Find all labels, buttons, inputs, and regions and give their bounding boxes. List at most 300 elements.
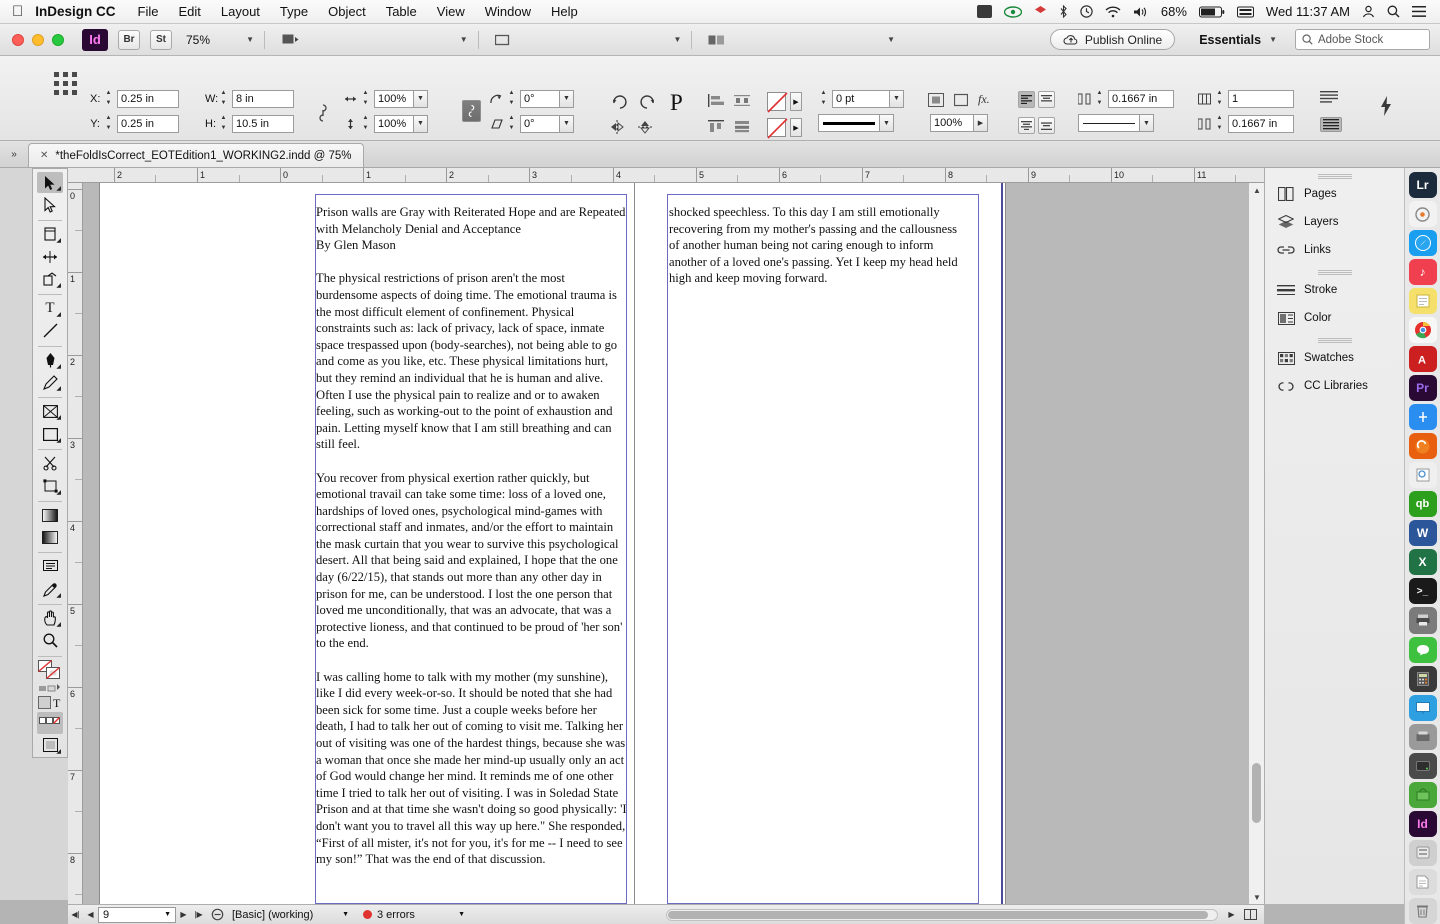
rotate-counterclockwise-icon[interactable]: [639, 94, 655, 109]
paragraph-formatting-indicator[interactable]: P: [670, 90, 683, 115]
dock-app-notes[interactable]: [1409, 288, 1437, 314]
dock-app-premiere[interactable]: Pr: [1409, 375, 1437, 401]
dock-item-layers[interactable]: [1265, 208, 1404, 236]
chevron-down-icon: ▼: [342, 911, 349, 918]
ruler-label: 3: [70, 440, 76, 450]
ruler-label: 4: [70, 523, 76, 533]
last-page-icon[interactable]: |▶: [194, 910, 203, 919]
menu-table[interactable]: Table: [374, 4, 406, 19]
previous-page-icon[interactable]: ◀: [87, 910, 94, 919]
scale-y-value[interactable]: 100%: [374, 115, 414, 133]
dock-item-label: Stroke: [1304, 284, 1338, 296]
width-field[interactable]: [205, 89, 294, 108]
tool-expand-icon: ◢: [56, 282, 61, 289]
x-position-field[interactable]: [90, 89, 179, 108]
dock-app-lightroom[interactable]: Lr: [1409, 172, 1437, 198]
dock-item-pages[interactable]: [1265, 180, 1404, 208]
dock-app-acrobat[interactable]: [1409, 346, 1437, 372]
dock-app-printer[interactable]: [1409, 607, 1437, 633]
dropbox-icon[interactable]: [1028, 5, 1053, 18]
cc-libraries-icon: [1277, 378, 1295, 394]
selection-tool[interactable]: [37, 172, 63, 193]
scissors-tool[interactable]: [37, 453, 63, 474]
keyboard-icon[interactable]: [1231, 6, 1260, 18]
gutter-icon: [1198, 118, 1211, 130]
text-align-group[interactable]: [1018, 91, 1055, 108]
vertical-align-icon[interactable]: [1038, 91, 1055, 108]
tool-expand-icon: ◢: [56, 238, 61, 245]
ruler-label: 1: [200, 170, 206, 180]
divider: [264, 31, 265, 49]
align-left-objects-icon[interactable]: [708, 94, 724, 107]
columns-value[interactable]: 1: [1228, 90, 1294, 108]
article-paragraph: The physical restrictions of prison aren't the most burdensome aspects of doing time. The emotional trauma is the most difficult element of confinement. Physical constraints such as: lack of privacy, lack of space, inmate space trespassed upon (body-searches), not being able to go and come as you like, etc. These physical limitations hurt, but they remind an individual that he is human and alive. Often I use the physical pain to realize and or to awaken feeling, such as working-out to the point of exhaustion and pain. Letting myself know that I am still breathing and can still feel.: [316, 271, 618, 452]
dock-app-indesign[interactable]: Id: [1409, 811, 1437, 837]
publish-online-button[interactable]: [1050, 29, 1175, 50]
dock-app-photos[interactable]: [1409, 201, 1437, 227]
align-bottom-icon[interactable]: [1038, 117, 1055, 134]
article-headline: Prison walls are Gray with Reiterated Hope and are Repeated with Melancholy Denial and Acceptance By Glen Mason: [316, 205, 626, 253]
ruler-label: 6: [782, 170, 788, 180]
note-tool[interactable]: [37, 556, 63, 577]
gutter-value-2[interactable]: 0.1667 in: [1228, 115, 1294, 133]
divider: [478, 31, 479, 49]
chevron-down-icon[interactable]: ▼: [880, 114, 894, 132]
y-value[interactable]: 0.25 in: [117, 115, 179, 133]
stroke-style-select[interactable]: [818, 114, 894, 132]
gutter-stepper-2[interactable]: ▲ ▼: [1216, 115, 1223, 131]
search-icon[interactable]: [1381, 5, 1406, 18]
ruler-label: 5: [699, 170, 705, 180]
constrain-scale-button[interactable]: [462, 100, 481, 122]
bridge-button[interactable]: Br: [118, 30, 140, 50]
rotate-clockwise-icon[interactable]: [612, 94, 628, 109]
columns-field[interactable]: [1198, 89, 1294, 108]
dock-app-excel[interactable]: X: [1409, 549, 1437, 575]
w-label: W:: [205, 92, 219, 105]
frame-icon[interactable]: [954, 93, 968, 107]
height-field[interactable]: [205, 114, 294, 133]
chevron-down-icon[interactable]: ▼: [1140, 114, 1154, 132]
fill-swatch-dropdown[interactable]: ▶: [790, 92, 802, 111]
h-value[interactable]: 10.5 in: [232, 115, 294, 133]
maximize-window-button[interactable]: [52, 34, 64, 46]
chevron-down-icon[interactable]: ▼: [673, 35, 682, 44]
x-label: X:: [90, 92, 101, 105]
page-number-value: 9: [103, 908, 110, 921]
shear-field[interactable]: [490, 114, 574, 133]
publish-online-label: Publish Online: [1084, 32, 1163, 47]
dock-app-shop[interactable]: [1409, 782, 1437, 808]
link-proportions-icon[interactable]: [316, 103, 330, 123]
scroll-down-icon[interactable]: ▼: [1253, 892, 1261, 902]
ruler-label: 10: [1114, 170, 1125, 180]
ruler-label: 7: [865, 170, 871, 180]
dock-item-label: Links: [1304, 244, 1331, 256]
formatting-affects-text-icon[interactable]: [37, 695, 63, 711]
ruler-label: 0: [283, 170, 289, 180]
panel-dock: [1264, 168, 1404, 904]
dock-item-label: Pages: [1304, 188, 1337, 200]
frame-fitting-icon[interactable]: [928, 93, 944, 107]
align-top-objects-icon[interactable]: [708, 120, 724, 133]
bluetooth-icon[interactable]: [1053, 5, 1074, 18]
flip-horizontal-icon[interactable]: [610, 120, 624, 134]
eye-icon[interactable]: [998, 6, 1028, 18]
notification-center-icon[interactable]: [1406, 6, 1432, 17]
document-tab-bar: [0, 141, 1440, 168]
apply-none-icon[interactable]: [37, 712, 63, 733]
dock-app-calculator[interactable]: [1409, 666, 1437, 692]
flip-vertical-icon[interactable]: [638, 120, 652, 134]
error-status[interactable]: [359, 907, 469, 923]
ruler-label: 1: [70, 274, 76, 284]
article-paragraph: I was calling home to talk with my mother (my sunshine), like I did every week-or-so. It should be noted that she had been sick for some time. Just a couple weeks before her death, I had to talk her out of coming to visit me. Talking her out of visiting was one of the hardest things, because she was a woman that once she made her mind-up usually only an act of God would change her mind. It reminds me of one other time I tried to talk her out of visiting. I was in Soledad State Prison and at that time she wasn't doing so good physically: 'I don't want you to travel all this way up here." She responded, “First of all mister, it's not for you, it's for me -- I need to see my son!” That was the end of that discussion.: [316, 669, 627, 867]
dock-app-word[interactable]: W: [1409, 520, 1437, 546]
application-bar: [0, 24, 1440, 56]
horizontal-ruler[interactable]: [68, 168, 1264, 183]
page-tool[interactable]: [37, 224, 63, 245]
clock-time[interactable]: Wed 11:37 AM: [1265, 4, 1350, 19]
scale-x-value[interactable]: 100%: [374, 90, 414, 108]
divider: [691, 31, 692, 49]
scale-y-field[interactable]: [344, 114, 428, 133]
pen-tool[interactable]: [37, 349, 63, 370]
stock-button[interactable]: St: [150, 30, 172, 50]
w-stepper[interactable]: ▲ ▼: [220, 90, 227, 106]
rotation-field[interactable]: [490, 89, 574, 108]
gutter-field-1[interactable]: [1078, 89, 1174, 108]
ruler-label: 5: [70, 606, 76, 616]
dock-group-divider-2[interactable]: [1265, 332, 1404, 344]
scroll-right-icon[interactable]: ▶: [1228, 910, 1235, 919]
document-tab-title: *theFoldIsCorrect_EOTEdition1_WORKING2.indd @ 75%: [55, 149, 352, 162]
chevron-down-icon[interactable]: ▼: [560, 90, 574, 108]
dock-app-safari[interactable]: [1409, 230, 1437, 256]
dock-app-keynote[interactable]: [1409, 695, 1437, 721]
dock-item-label: Swatches: [1304, 352, 1354, 364]
window-controls[interactable]: [0, 34, 64, 46]
wifi-icon[interactable]: [1099, 6, 1127, 18]
timemachine-icon[interactable]: [1074, 5, 1099, 18]
horizontal-scroll-thumb[interactable]: [668, 911, 1208, 919]
apple-icon[interactable]: [0, 3, 35, 20]
stroke-weight-stepper[interactable]: ▲ ▼: [820, 90, 827, 106]
dock-item-stroke[interactable]: [1265, 276, 1404, 304]
gradient-swatch-tool[interactable]: [37, 504, 63, 525]
error-dot-icon: [363, 910, 372, 919]
screen-mode-icon[interactable]: [275, 30, 305, 50]
effects-icon[interactable]: fx.: [978, 92, 990, 106]
ruler-label: 4: [616, 170, 622, 180]
dock-app-quickbooks[interactable]: qb: [1409, 491, 1437, 517]
rotation-icon: [490, 93, 503, 105]
menu-window[interactable]: Window: [473, 4, 520, 19]
document-tab[interactable]: [28, 143, 364, 167]
ruler-label: 2: [449, 170, 455, 180]
minimize-window-button[interactable]: [32, 34, 44, 46]
fill-stroke-proxy[interactable]: [37, 659, 63, 680]
layers-icon: [1277, 214, 1295, 230]
status-bar: [68, 904, 1264, 924]
macos-dock: [1404, 168, 1440, 924]
dock-item-color[interactable]: [1265, 304, 1404, 332]
h-label: H:: [205, 117, 216, 130]
view-options-icon[interactable]: [489, 30, 519, 50]
canvas-horizontal-scrollbar[interactable]: [666, 909, 1218, 921]
stroke-dash-style[interactable]: [1078, 114, 1140, 132]
dock-app-utility[interactable]: [1409, 840, 1437, 866]
columns-stepper[interactable]: ▲ ▼: [1216, 90, 1223, 106]
chevron-down-icon[interactable]: ▼: [560, 115, 574, 133]
free-transform-tool[interactable]: [37, 475, 63, 496]
ruler-label: 2: [117, 170, 123, 180]
chevron-down-icon: ▼: [1269, 35, 1277, 44]
dock-app-documents[interactable]: [1409, 869, 1437, 895]
zoom-level-select[interactable]: [186, 30, 254, 50]
stroke-none-swatch[interactable]: [767, 118, 786, 137]
stock-search-placeholder: Adobe Stock: [1317, 33, 1384, 46]
menu-object[interactable]: Object: [316, 4, 355, 19]
align-center-icon[interactable]: [1018, 117, 1035, 134]
tool-expand-icon: ◢: [56, 592, 61, 599]
columns-icon: [1198, 93, 1211, 105]
battery-icon[interactable]: [1193, 6, 1231, 18]
stroke-weight-field[interactable]: [818, 89, 904, 108]
x-stepper[interactable]: ▲ ▼: [105, 90, 112, 106]
scale-x-icon: [344, 93, 357, 105]
distribute-spacing-icon[interactable]: [734, 120, 750, 133]
pages-icon: [1277, 186, 1295, 202]
shear-icon: [490, 118, 503, 130]
menubar-app-name: InDesign CC: [24, 4, 105, 19]
screenshot-icon[interactable]: [971, 5, 998, 18]
ruler-label: 2: [70, 357, 76, 367]
hand-tool[interactable]: [37, 608, 63, 629]
ruler-label: 7: [70, 772, 76, 782]
swap-fill-stroke-icon[interactable]: [37, 682, 63, 694]
vertical-scroll-thumb[interactable]: [1252, 763, 1261, 823]
close-window-button[interactable]: [12, 34, 24, 46]
macos-menubar: [0, 0, 1440, 24]
color-icon: [1277, 310, 1295, 326]
chevron-down-icon[interactable]: ▼: [459, 35, 468, 44]
dock-item-label: Color: [1304, 312, 1332, 324]
object-effects-group[interactable]: [928, 92, 990, 107]
h-stepper[interactable]: ▲ ▼: [220, 115, 227, 131]
article-column-right[interactable]: [669, 204, 969, 304]
preflight-profile-select[interactable]: [228, 907, 353, 923]
line-tool[interactable]: [37, 320, 63, 341]
tool-panel-grip[interactable]: [32, 155, 68, 168]
document-canvas[interactable]: [83, 183, 1264, 904]
menu-edit[interactable]: Edit: [167, 4, 190, 19]
tool-expand-icon: ◢: [56, 622, 61, 629]
fill-none-swatch[interactable]: [767, 92, 786, 111]
spine-guide: [1001, 183, 1003, 904]
screen-mode-tool-icon[interactable]: [37, 735, 63, 756]
article-paragraph: shocked speechless. To this day I am still emotionally recovering from my mother's passing and the callousness of another human being not caring enough to inform another of a loved one's passing. Yet I keep my head held high and keep moving forward.: [669, 205, 958, 286]
preflight-profile-value: [Basic] (working): [232, 908, 314, 921]
gutter-field-2[interactable]: [1198, 114, 1294, 133]
workspace-label: Essentials: [1199, 32, 1262, 47]
indesign-window: [0, 24, 1440, 921]
dock-app-messages[interactable]: [1409, 637, 1437, 663]
rectangle-tool[interactable]: [37, 423, 63, 444]
quick-apply-icon[interactable]: [1380, 96, 1392, 116]
distribute-objects-icon[interactable]: [734, 94, 750, 107]
user-icon[interactable]: [1356, 5, 1381, 18]
svg-text:A: A: [1417, 354, 1426, 367]
chevron-down-icon: ▼: [246, 35, 254, 44]
search-icon: [1302, 34, 1313, 45]
ruler-label: 3: [532, 170, 538, 180]
opacity-field[interactable]: [930, 114, 988, 132]
arrange-documents-icon[interactable]: [702, 30, 732, 50]
split-layout-icon[interactable]: [1243, 906, 1258, 924]
cloud-upload-icon: [1063, 34, 1079, 45]
direct-selection-tool[interactable]: [37, 194, 63, 215]
type-tool[interactable]: T ◢: [45, 299, 61, 319]
y-stepper[interactable]: ▲ ▼: [105, 115, 112, 131]
error-status-label: 3 errors: [377, 908, 415, 921]
close-icon[interactable]: ✕: [40, 150, 49, 161]
stock-search-input[interactable]: [1295, 29, 1430, 50]
menu-layout[interactable]: Layout: [209, 4, 249, 19]
ruler-label: 6: [70, 689, 76, 699]
workspace-switcher[interactable]: [1189, 29, 1287, 50]
stroke-weight-value[interactable]: 0 pt: [832, 90, 890, 108]
dock-item-swatches[interactable]: [1265, 344, 1404, 372]
gradient-feather-tool[interactable]: [37, 527, 63, 548]
tool-expand-icon: ◢: [56, 489, 61, 496]
ruler-label: 8: [70, 855, 76, 865]
pencil-tool[interactable]: [37, 372, 63, 393]
ruler-label: 0: [70, 191, 76, 201]
ruler-label: 11: [1197, 170, 1207, 180]
chevron-right-icon[interactable]: ▶: [974, 114, 988, 132]
dock-app-scanner[interactable]: [1409, 724, 1437, 750]
dock-trash-icon[interactable]: [1409, 898, 1437, 924]
article-column-left[interactable]: [316, 204, 627, 884]
tool-panel: [32, 168, 68, 758]
control-panel: [0, 56, 1440, 141]
chevron-down-icon: ▼: [458, 911, 465, 918]
rotation-stepper[interactable]: ▲ ▼: [508, 90, 515, 106]
opacity-value[interactable]: 100%: [930, 114, 974, 132]
chevron-down-icon[interactable]: ▼: [887, 35, 896, 44]
gutter-stepper-1[interactable]: ▲ ▼: [1096, 90, 1103, 106]
gap-tool[interactable]: [37, 246, 63, 267]
ruler-label: 8: [948, 170, 954, 180]
tool-expand-icon: ◢: [56, 749, 61, 756]
dock-app-terminal[interactable]: >_: [1409, 578, 1437, 604]
menu-file[interactable]: File: [126, 4, 148, 19]
tool-expand-icon: ◢: [56, 363, 61, 370]
tool-expand-icon: ◢: [56, 415, 61, 422]
vertical-ruler[interactable]: [68, 183, 83, 904]
zoom-tool[interactable]: [37, 630, 63, 651]
align-left-icon[interactable]: [1018, 91, 1035, 108]
text-align-group-2[interactable]: [1018, 117, 1055, 134]
first-page-icon[interactable]: ◀|: [71, 910, 80, 919]
dock-grip[interactable]: [1265, 168, 1404, 180]
preflight-icon[interactable]: [206, 906, 228, 924]
scale-y-stepper[interactable]: ▲ ▼: [362, 115, 369, 131]
span-columns-icon[interactable]: [1320, 117, 1342, 132]
dock-group-divider[interactable]: [1265, 264, 1404, 276]
text-frame-options-icon[interactable]: [1320, 91, 1338, 103]
gutter-value-1[interactable]: 0.1667 in: [1108, 90, 1174, 108]
y-label: Y:: [90, 117, 100, 130]
zoom-level-value: 75%: [186, 32, 211, 47]
tab-overflow-left-icon[interactable]: »: [11, 148, 17, 160]
swatches-icon: [1277, 350, 1295, 366]
shear-stepper[interactable]: ▲ ▼: [508, 115, 515, 131]
chevron-down-icon[interactable]: ▼: [414, 90, 428, 108]
dock-item-links[interactable]: [1265, 236, 1404, 264]
canvas-vertical-scrollbar[interactable]: [1248, 183, 1264, 904]
article-paragraph: You recover from physical exertion rather quickly, but emotional travail can take some time: loss of a loved one, hardships of loved ones, psychological mind-games with correctional staff and inmates, and/or the effort to maintain the mask curtain that you wear to survive this psychological desert. All that being said and explained, I hope that the one day (6/22/15), that stands out more than any other day in prison for me, can be understood. I lost the one person that loved me unconditionally, that was an advocate, that was a protective lioness, and that continued to be proud of 'her son' to the end.: [316, 470, 623, 651]
chevron-down-icon[interactable]: ▼: [164, 911, 171, 918]
dock-app-appstore[interactable]: [1409, 404, 1437, 430]
scale-x-field[interactable]: [344, 89, 428, 108]
reference-point-proxy[interactable]: [52, 70, 80, 98]
links-icon: [1277, 242, 1295, 258]
rectangle-frame-tool[interactable]: [37, 401, 63, 422]
eyedropper-tool[interactable]: [37, 578, 63, 599]
dock-app-preview[interactable]: [1409, 462, 1437, 488]
column-gutter-icon: [1078, 93, 1091, 105]
w-value[interactable]: 8 in: [232, 90, 294, 108]
chevron-down-icon[interactable]: ▼: [414, 115, 428, 133]
dock-app-itunes[interactable]: ♪: [1409, 259, 1437, 285]
scale-y-icon: [344, 118, 357, 130]
align-object-group-1[interactable]: [708, 94, 750, 107]
menu-view[interactable]: View: [425, 4, 454, 19]
dock-app-firefox[interactable]: [1409, 433, 1437, 459]
battery-percent: 68%: [1160, 4, 1187, 19]
menu-type[interactable]: Type: [268, 4, 297, 19]
align-object-group-2[interactable]: [708, 120, 750, 133]
page-number-field[interactable]: [98, 907, 176, 923]
chevron-down-icon[interactable]: ▼: [890, 90, 904, 108]
content-collector-tool[interactable]: [37, 268, 63, 289]
svg-text:T: T: [53, 696, 61, 711]
stroke-style-solid[interactable]: [818, 114, 880, 132]
volume-icon[interactable]: [1127, 6, 1155, 18]
inset-field[interactable]: [1078, 114, 1154, 132]
dock-item-cc-libraries[interactable]: [1265, 372, 1404, 400]
dock-app-harddrive[interactable]: [1409, 753, 1437, 779]
stroke-swatch-dropdown[interactable]: ▶: [790, 118, 802, 137]
tool-expand-icon: ◢: [56, 386, 61, 393]
stroke-icon: [1277, 282, 1295, 298]
scale-x-stepper[interactable]: ▲ ▼: [362, 90, 369, 106]
y-position-field[interactable]: [90, 114, 179, 133]
ruler-label: 9: [1031, 170, 1037, 180]
tool-expand-icon: ◢: [56, 437, 61, 444]
shear-value[interactable]: 0°: [520, 115, 560, 133]
dock-app-chrome[interactable]: [1409, 317, 1437, 343]
menu-help[interactable]: Help: [539, 4, 567, 19]
scroll-up-icon[interactable]: ▲: [1253, 185, 1261, 195]
tool-expand-icon: ◢: [56, 186, 61, 193]
dock-item-label: Layers: [1304, 216, 1339, 228]
x-value[interactable]: 0.25 in: [117, 90, 179, 108]
rotation-value[interactable]: 0°: [520, 90, 560, 108]
next-page-icon[interactable]: ▶: [180, 910, 187, 919]
